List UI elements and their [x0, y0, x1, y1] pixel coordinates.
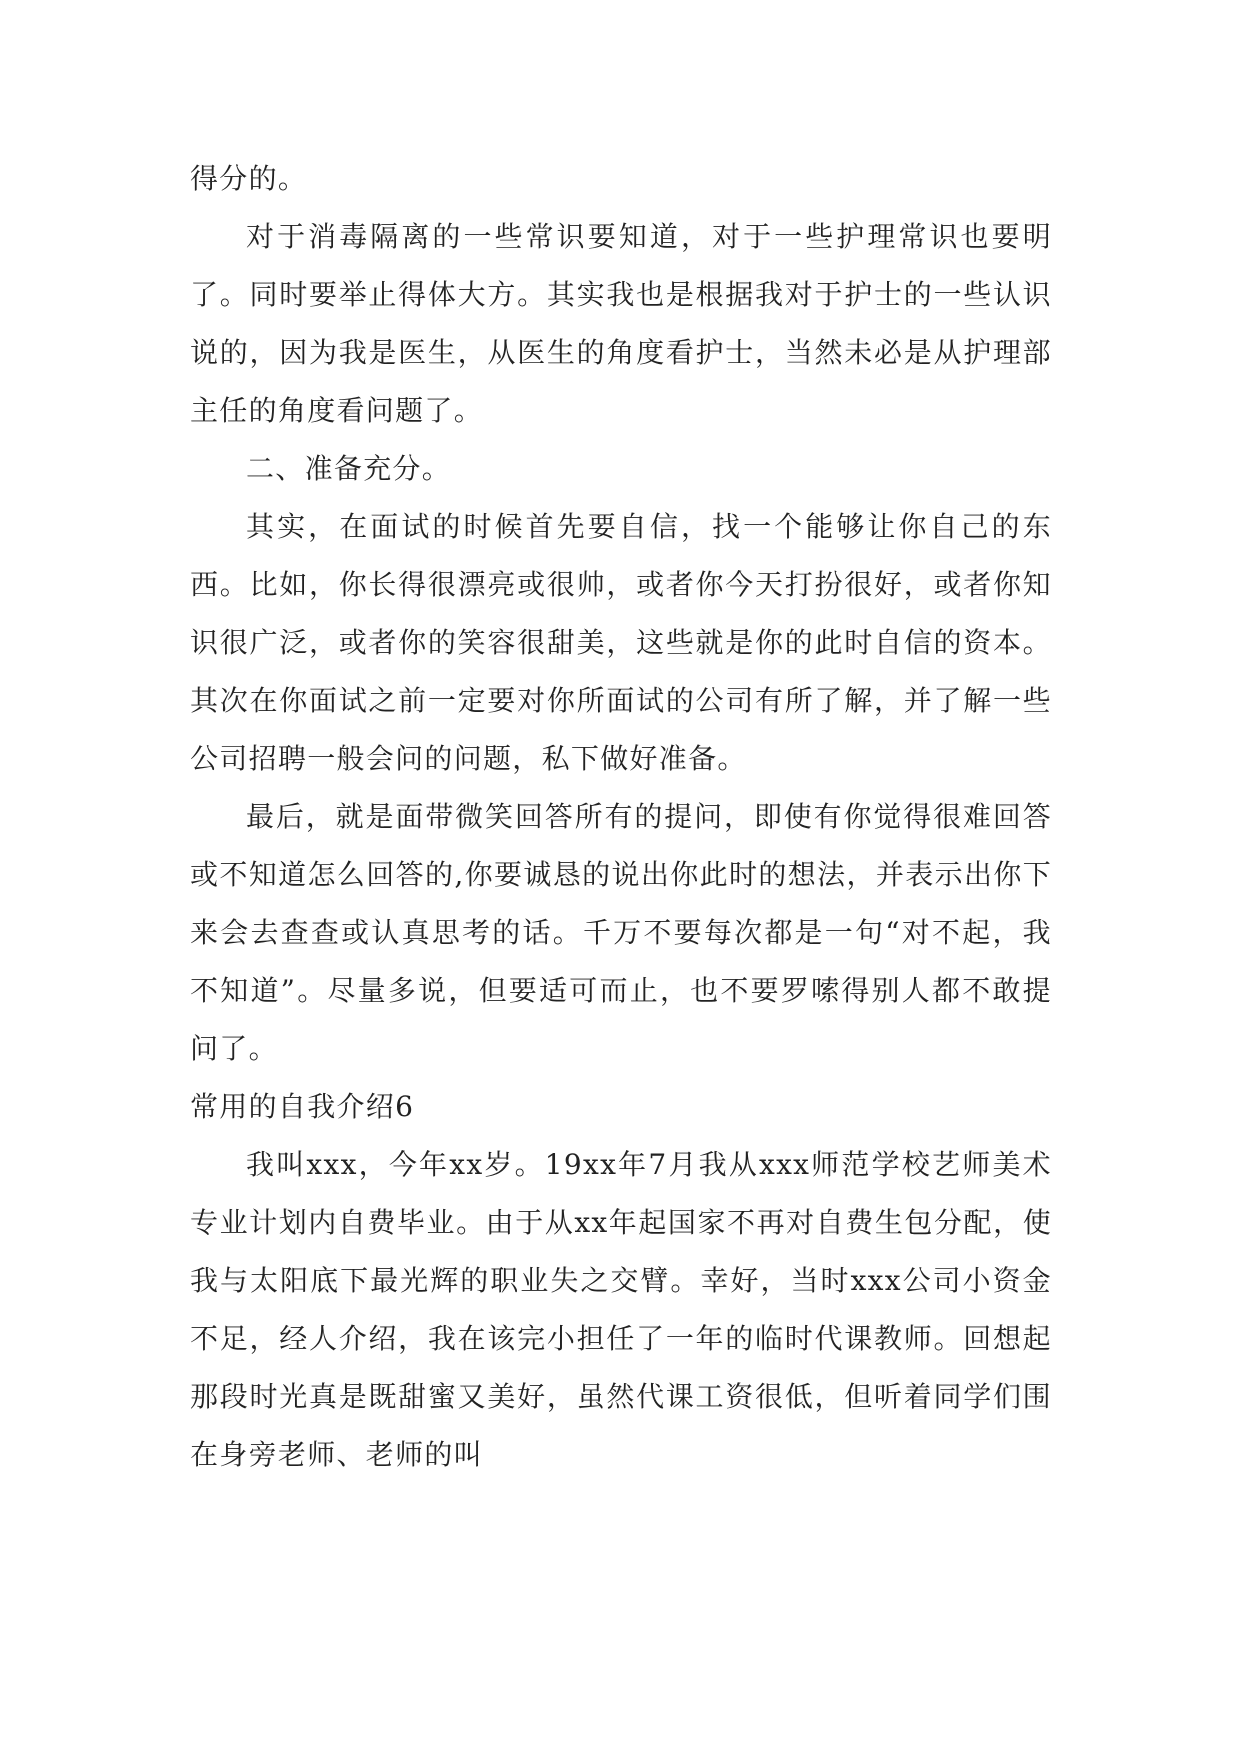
paragraph-smile-answer: 最后，就是面带微笑回答所有的提问，即使有你觉得很难回答或不知道怎么回答的,你要诚恳的说出你此时的想法，并表示出你下来会去查查或认真思考的话。千万不要每次都是一句“对不起，我不知道”。尽量多说，但要适可而止，也不要罗嗦得别人都不敢提问了。	[190, 800, 1052, 1065]
paragraph-continuation: 得分的。	[190, 162, 308, 195]
paragraph-disinfection: 对于消毒隔离的一些常识要知道，对于一些护理常识也要明了。同时要举止得体大方。其实我也是根据我对于护士的一些认识说的，因为我是医生，从医生的角度看护士，当然未必是从护理部主任的角度看问题了。	[190, 220, 1052, 427]
document-body	[190, 150, 1052, 1484]
paragraph-confidence: 其实，在面试的时候首先要自信，找一个能够让你自己的东西。比如，你长得很漂亮或很帅，或者你今天打扮很好，或者你知识很广泛，或者你的笑容很甜美，这些就是你的此时自信的资本。其次在你面试之前一定要对你所面试的公司有所了解，并了解一些公司招聘一般会问的问题，私下做好准备。	[190, 510, 1052, 775]
section-heading-preparation: 二、准备充分。	[246, 452, 452, 485]
section-title-self-intro-6: 常用的自我介绍6	[190, 1090, 415, 1123]
paragraph-self-intro: 我叫xxx，今年xx岁。19xx年7月我从xxx师范学校艺师美术专业计划内自费毕业。由于从xx年起国家不再对自费生包分配，使我与太阳底下最光辉的职业失之交臂。幸好，当时xxx公司小资金不足，经人介绍，我在该完小担任了一年的临时代课教师。回想起那段时光真是既甜蜜又美好，虽然代课工资很低，但听着同学们围在身旁老师、老师的叫	[190, 1148, 1052, 1471]
